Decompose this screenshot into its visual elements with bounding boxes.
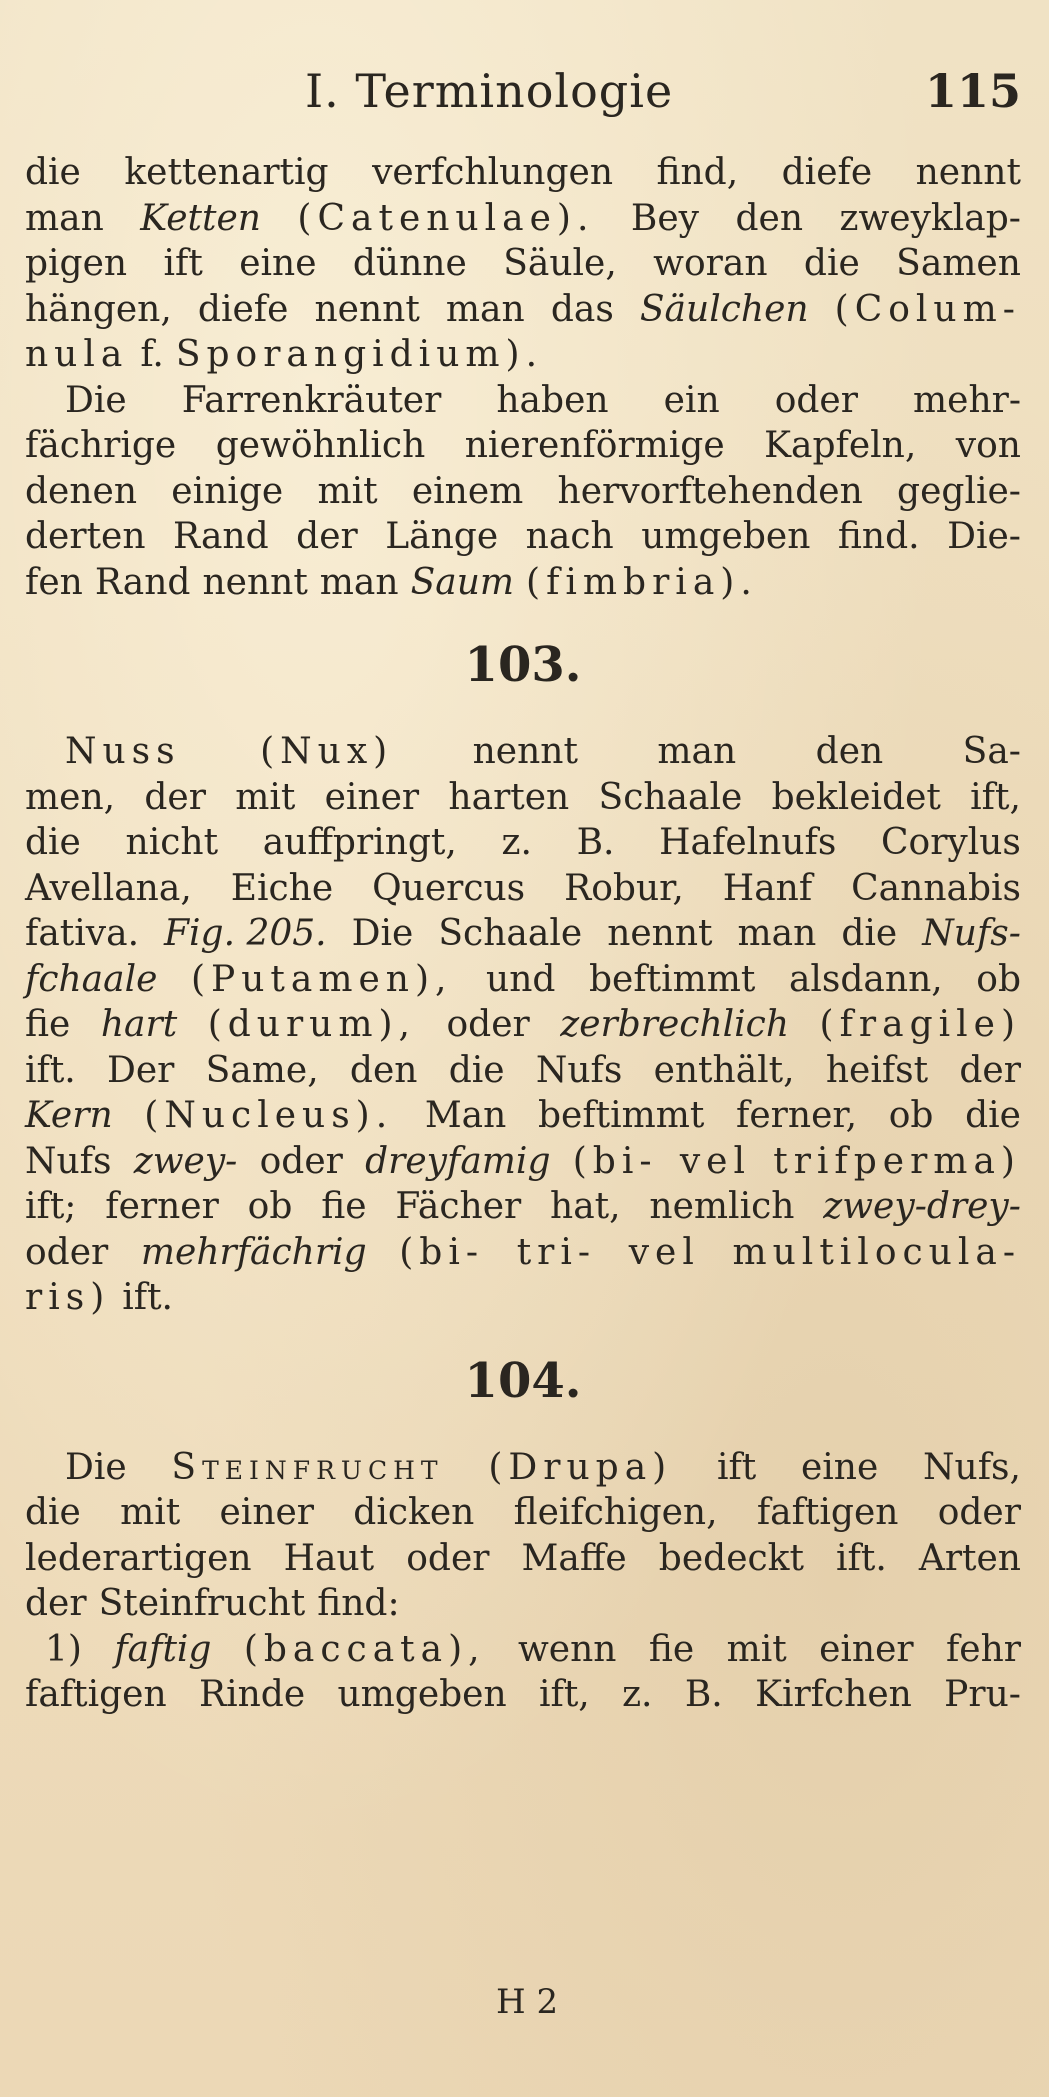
term-nufsschaale: fchaale: [25, 958, 158, 1000]
word: mit: [120, 1492, 181, 1533]
word: harten: [448, 776, 570, 818]
word: zweyklap-: [839, 197, 1021, 239]
list-marker: 1): [45, 1628, 82, 1670]
word: Rand: [173, 516, 269, 557]
text-line: [25, 332, 1021, 378]
word: die: [448, 1049, 505, 1091]
word: enthält,: [653, 1049, 795, 1091]
text-line: [25, 775, 1021, 821]
word: f.: [140, 334, 164, 375]
word: fehr: [945, 1628, 1021, 1670]
word: lederartigen: [25, 1537, 252, 1579]
page-header: [0, 64, 1049, 134]
word: fie: [25, 1004, 71, 1045]
word: einer: [324, 776, 420, 818]
word: ferner: [105, 1186, 219, 1227]
word: umgeben: [337, 1674, 507, 1715]
word: dünne: [352, 243, 467, 284]
word: ob: [976, 958, 1021, 1000]
word: hat,: [550, 1186, 621, 1227]
text-line: [25, 241, 1021, 287]
latin-term: vel: [679, 1140, 751, 1182]
word: den: [349, 1049, 418, 1091]
word: man: [319, 561, 399, 603]
word: nierenförmige: [464, 425, 725, 466]
word: fie: [648, 1628, 695, 1670]
word: Same,: [205, 1049, 319, 1091]
text-line: [25, 287, 1021, 333]
word: woran: [653, 243, 768, 284]
word: den: [735, 197, 804, 239]
word: Der: [107, 1049, 175, 1091]
term-faftig: faftig: [114, 1628, 212, 1670]
word: mit: [235, 776, 296, 818]
latin-term: Sporangidium).: [175, 334, 544, 375]
text-line: [25, 729, 1021, 775]
word: der: [296, 516, 358, 557]
text-line: [25, 560, 1021, 606]
text-line: [25, 866, 1021, 912]
word: Säule,: [503, 243, 617, 284]
text-line: [25, 1627, 1021, 1673]
word: pigen: [25, 243, 128, 284]
word: Man: [424, 1095, 507, 1136]
word: eine: [239, 243, 317, 284]
text-line: [25, 469, 1021, 515]
word: Farrenkräuter: [181, 379, 442, 421]
word: Kirfchen: [755, 1674, 912, 1715]
word: men,: [25, 776, 116, 818]
word: der: [959, 1049, 1021, 1091]
text-line: [25, 1445, 1021, 1491]
word: oder: [259, 1140, 343, 1182]
word: denen: [25, 470, 138, 512]
text-line: [25, 1275, 1021, 1321]
text-line: [25, 957, 1021, 1003]
text-line: [25, 1230, 1021, 1276]
word: ob: [888, 1095, 934, 1136]
word: Samen: [896, 243, 1021, 284]
latin-term: (Drupa): [488, 1446, 673, 1488]
term-nufsschaale: Nufs-: [922, 913, 1021, 954]
word: Cannabis: [851, 867, 1021, 909]
word: Hafelnufs: [659, 822, 837, 863]
section-number-104: 104.: [464, 1352, 582, 1409]
word: der: [25, 1583, 87, 1624]
word: Nufs: [25, 1140, 112, 1182]
word: nennt: [202, 561, 308, 603]
word: Die: [65, 379, 127, 421]
word: beftimmt: [537, 1095, 705, 1136]
word: Hanf: [722, 867, 813, 909]
term-dreyfamig: dreyfamig: [365, 1140, 551, 1182]
word: hängen,: [25, 288, 172, 330]
term-zwey-drey: zwey-drey-: [823, 1186, 1021, 1227]
text-line: [25, 911, 1021, 957]
word: die: [803, 243, 860, 284]
term-zerbrechlich: zerbrechlich: [560, 1004, 790, 1045]
term-kern: Kern: [25, 1095, 113, 1136]
word: bekleidet: [771, 776, 941, 818]
word: die: [25, 1492, 81, 1533]
term-mehrfaechrig: mehrfächrig: [140, 1231, 367, 1273]
figure-reference: Fig. 205.: [164, 913, 327, 954]
word: B.: [684, 1674, 723, 1715]
word: Schaale: [598, 776, 743, 818]
word: fativa.: [25, 913, 140, 954]
word: fleifchigen,: [513, 1492, 718, 1533]
term-zwey: zwey-: [133, 1140, 238, 1182]
word: Maffe: [521, 1537, 627, 1579]
word: find:: [317, 1583, 400, 1624]
term-hart: hart: [100, 1004, 178, 1045]
word: ift.: [25, 1049, 76, 1091]
text-line: [25, 514, 1021, 560]
word: ift,: [539, 1674, 590, 1715]
word: nach: [525, 516, 614, 557]
word: z.: [501, 822, 532, 863]
signature-mark: H 2: [496, 1982, 559, 2022]
latin-term: (durum),: [207, 1004, 416, 1045]
word: das: [550, 288, 614, 330]
word: haben: [496, 379, 609, 421]
text-line: [25, 1581, 1021, 1627]
text-line: [25, 1139, 1021, 1185]
headword-nuss: Nuss: [65, 731, 181, 772]
word: man: [737, 913, 817, 954]
word: Robur,: [564, 867, 684, 909]
word: mit: [726, 1628, 787, 1670]
word: Rinde: [198, 1674, 306, 1715]
word: von: [955, 425, 1021, 466]
word: diefe: [781, 152, 873, 193]
latin-term: nula: [25, 334, 129, 375]
word: Eiche: [230, 867, 334, 909]
headword-steinfrucht: Steinfrucht: [171, 1446, 444, 1488]
latin-term: multilocula-: [732, 1231, 1021, 1273]
word: ift.: [836, 1537, 887, 1579]
word: nicht: [125, 822, 219, 863]
word: Länge: [385, 516, 499, 557]
word: B.: [576, 822, 615, 863]
body-text: [25, 150, 1021, 1718]
latin-term: tri-: [516, 1231, 597, 1273]
word: einer: [219, 1492, 315, 1533]
word: alsdann,: [788, 958, 943, 1000]
latin-term: (bi-: [399, 1231, 485, 1273]
word: und: [486, 958, 556, 1000]
word: die: [25, 822, 81, 863]
text-line: [25, 1048, 1021, 1094]
word: fächrige: [25, 425, 177, 466]
latin-term: vel: [628, 1231, 700, 1273]
word: nennt: [314, 288, 420, 330]
word: Fächer: [395, 1186, 522, 1227]
term-saum: Saum: [410, 561, 515, 603]
word: diefe: [197, 288, 289, 330]
word: Pru-: [944, 1674, 1021, 1715]
word: geglie-: [897, 470, 1021, 512]
latin-term: (Colum-: [834, 288, 1021, 330]
latin-term: trifperma): [773, 1140, 1021, 1182]
word: faftigen: [25, 1674, 167, 1715]
latin-term: (Nucleus).: [144, 1095, 394, 1136]
word: gewöhnlich: [215, 425, 426, 466]
word: oder: [774, 379, 858, 421]
word: Die: [351, 913, 414, 954]
word: nennt: [607, 913, 713, 954]
word: find,: [656, 152, 739, 193]
word: wenn: [517, 1628, 617, 1670]
word: ift: [716, 1446, 757, 1488]
word: derten: [25, 516, 146, 557]
word: oder: [25, 1231, 109, 1273]
word: Schaale: [438, 913, 583, 954]
word: Steinfrucht: [98, 1583, 306, 1624]
word: find.: [837, 516, 920, 557]
text-line: [25, 1536, 1021, 1582]
word: mehr-: [913, 379, 1021, 421]
word: verfchlungen: [372, 152, 614, 193]
word: Die: [65, 1446, 127, 1488]
word: die: [25, 152, 81, 193]
word: Nufs,: [923, 1446, 1021, 1488]
word: ift: [163, 243, 203, 284]
term-saeulchen: Säulchen: [639, 288, 809, 330]
word: Arten: [918, 1537, 1021, 1579]
word: nemlich: [649, 1186, 795, 1227]
word: ift.: [122, 1277, 173, 1318]
section-number-103: 103.: [464, 637, 582, 693]
word: ift,: [970, 776, 1021, 818]
text-line: [25, 1002, 1021, 1048]
word: die: [965, 1095, 1021, 1136]
term-ketten: Ketten: [140, 197, 261, 239]
word: auffpringt,: [262, 822, 457, 863]
word: man: [657, 731, 737, 772]
word: ferner,: [736, 1095, 858, 1136]
text-line: [25, 423, 1021, 469]
word: ein: [663, 379, 720, 421]
word: dicken: [353, 1492, 475, 1533]
word: Quercus: [372, 867, 526, 909]
word: heifst: [825, 1049, 929, 1091]
text-line: [25, 378, 1021, 424]
word: Kapfeln,: [764, 425, 917, 466]
word: man: [445, 288, 525, 330]
word: Nufs: [535, 1049, 623, 1091]
text-line: [25, 1093, 1021, 1139]
word: Sa-: [962, 731, 1021, 772]
word: fen: [25, 561, 83, 603]
latin-term: ris): [25, 1277, 111, 1318]
word: Haut: [283, 1537, 375, 1579]
text-line: [25, 1184, 1021, 1230]
word: einem: [411, 470, 524, 512]
word: Corylus: [880, 822, 1021, 863]
text-line: [25, 1490, 1021, 1536]
word: umgeben: [641, 516, 811, 557]
word: oder: [446, 1004, 530, 1045]
text-line: [25, 196, 1021, 242]
word: bedeckt: [658, 1537, 804, 1579]
word: der: [144, 776, 206, 818]
word: Die-: [947, 516, 1021, 557]
word: faftigen: [756, 1492, 899, 1533]
latin-term: (baccata),: [243, 1628, 486, 1670]
latin-term: (fragile): [819, 1004, 1021, 1045]
word: kettenartig: [124, 152, 329, 193]
word: Avellana,: [25, 867, 192, 909]
word: einer: [819, 1628, 914, 1670]
word: ift;: [25, 1186, 77, 1227]
latin-term: (Putamen),: [190, 958, 453, 1000]
running-head: I. Terminologie: [305, 64, 674, 118]
latin-term: (fimbria).: [526, 561, 758, 603]
word: hervorftehenden: [557, 470, 863, 512]
word: nennt: [915, 152, 1021, 193]
word: die: [841, 913, 898, 954]
latin-term: (Nux): [260, 731, 394, 772]
word: Bey: [630, 197, 699, 239]
word: man: [25, 197, 104, 239]
word: oder: [406, 1537, 490, 1579]
word: ob: [247, 1186, 293, 1227]
word: eine: [800, 1446, 879, 1488]
latin-term: (bi-: [572, 1140, 658, 1182]
text-line: [25, 150, 1021, 196]
word: beftimmt: [588, 958, 756, 1000]
word: den: [815, 731, 884, 772]
word: fie: [321, 1186, 367, 1227]
text-line: [25, 1672, 1021, 1718]
word: Rand: [94, 561, 191, 603]
word: nennt: [472, 731, 578, 772]
word: oder: [937, 1492, 1021, 1533]
word: mit: [317, 470, 378, 512]
word: einige: [171, 470, 284, 512]
text-line: [25, 820, 1021, 866]
page-number: 115: [924, 64, 1021, 118]
word: z.: [622, 1674, 653, 1715]
latin-term: (Catenulae).: [297, 197, 595, 239]
